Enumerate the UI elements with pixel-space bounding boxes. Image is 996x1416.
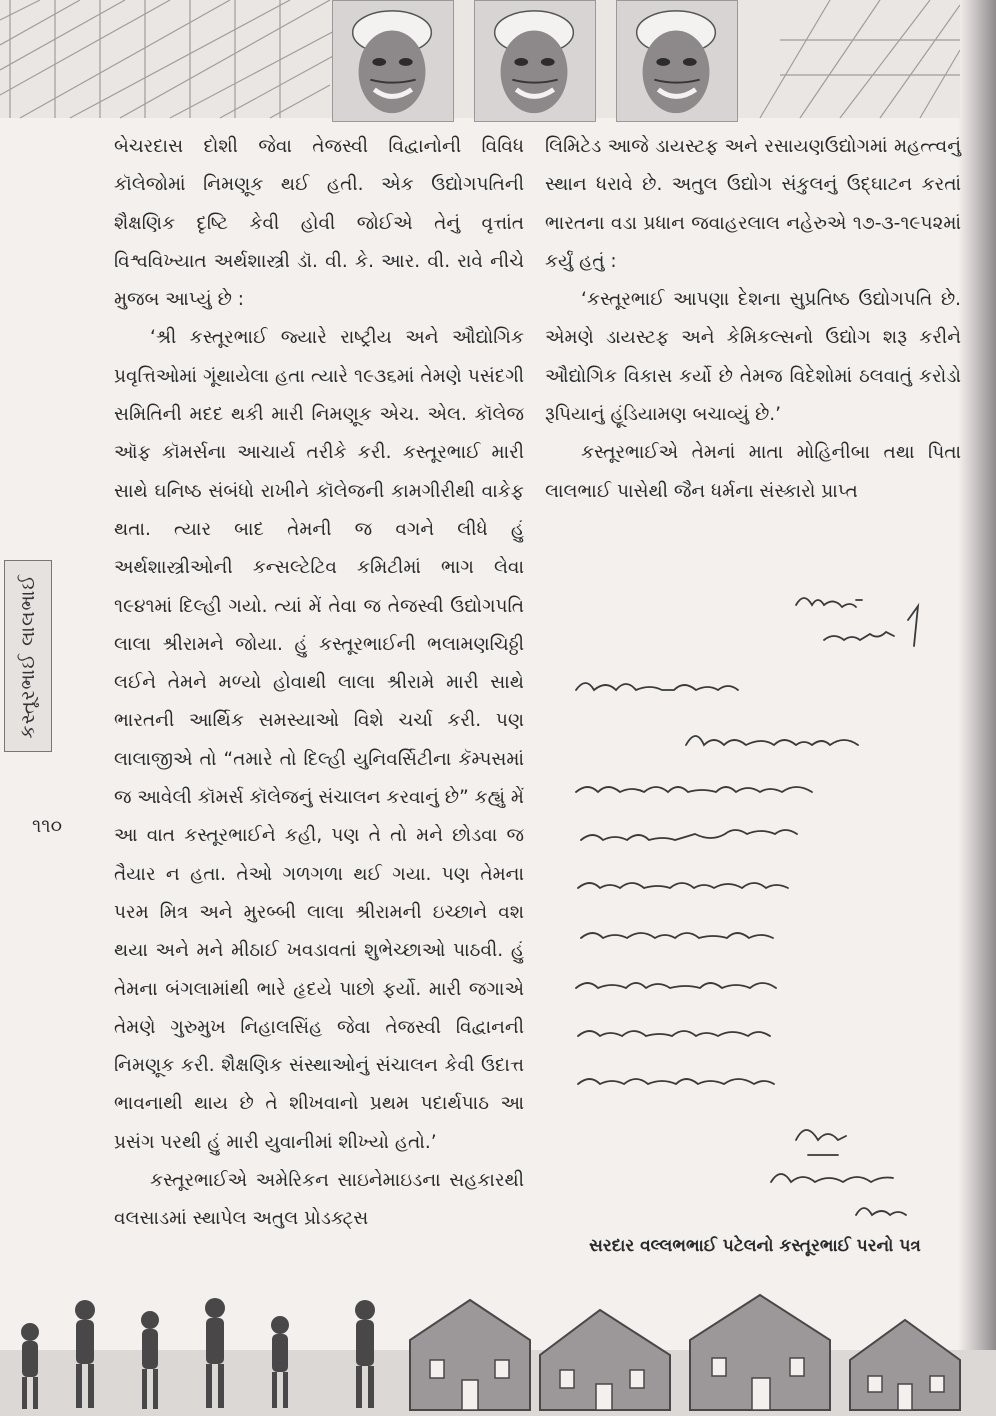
- side-running-title: [4, 560, 52, 752]
- paragraph: લિમિટેડ આજે ડાયસ્ટફ અને રસાયણઉદ્યોગમાં મહત્ત્વનું સ્થાન ધરાવે છે. અતુલ ઉદ્યોગ સંકુલનું ઉદ્‌ઘાટન કરતાં ભારતના વડા પ્રધાન જવાહરલાલ નહેરુએ ૧૭-૩-૧૯૫૨માં કર્યું હતું :: [545, 136, 961, 272]
- page-number: ૧૧૦: [32, 815, 63, 837]
- paragraph: કસ્તૂરભાઈએ અમેરિકન સાઇનેમાઇડના સહકારથી વલસાડમાં સ્થાપેલ અતુલ પ્રોડક્ટ્સ: [114, 1170, 524, 1230]
- portrait-image: [474, 0, 596, 122]
- side-title-text: કસ્તૂરભાઈ લાલભાઈ: [17, 573, 39, 739]
- paragraph: બેચરદાસ દોશી જેવા તેજસ્વી વિદ્વાનોની વિવિધ કૉલેજોમાં નિમણૂક થઈ હતી. એક ઉદ્યોગપતિની શૈક્ષણિક દૃષ્ટિ કેવી હોવી જોઈએ તેનું વૃત્તાંત વિશ્વવિખ્યાત અર્થશાસ્ત્રી ડૉ. વી. કે. આર. વી. રાવે નીચે મુજબ આપ્યું છે :: [114, 136, 524, 311]
- right-text-column: [545, 128, 961, 511]
- left-text-column: [114, 128, 524, 1239]
- handwritten-letter-image: [556, 570, 976, 1220]
- portrait-image: [332, 0, 454, 122]
- paragraph: ‘શ્રી કસ્તૂરભાઈ જ્યારે રાષ્ટ્રીય અને ઔદ્યોગિક પ્રવૃત્તિઓમાં ગૂંથાયેલા હતા ત્યારે ૧૯૩૬માં તેમણે પસંદગી સમિતિની મદદ થકી મારી નિમણૂક એચ. એલ. કૉલેજ ઑફ કૉમર્સના આચાર્ય તરીકે કરી. કસ્તૂરભાઈ મારી સાથે ઘનિષ્ઠ સંબંધો રાખીને કૉલેજની કામગીરીથી વાકેફ થતા. ત્યાર બાદ તેમની જ વગને લીધે હું અર્થશાસ્ત્રીઓની કન્સલ્ટેટિવ કમિટીમાં ભાગ લેવા ૧૯૪૧માં દિલ્હી ગયો. ત્યાં મેં તેવા જ તેજસ્વી ઉદ્યોગપતિ લાલા શ્રીરામને જોયા. હું કસ્તૂરભાઈની ભલામણચિઠ્ઠી લઈને તેમને મળ્યો હોવાથી લાલા શ્રીરામે મારી સાથે ભારતની આર્થિક સમસ્યાઓ વિશે ચર્ચા કરી. પણ લાલાજીએ તો “તમારે તો દિલ્હી યુનિવર્સિટીના કૅમ્પસમાં જ આવેલી કૉમર્સ કૉલેજનું સંચાલન કરવાનું છે” કહ્યું મેં આ વાત કસ્તૂરભાઈને કહી, પણ તે તો મને છોડવા જ તૈયાર ન હતા. તેઓ ગળગળા થઈ ગયા. પણ તેમના પરમ મિત્ર અને મુરબ્બી લાલા શ્રીરામની ઇચ્છાને વશ થયા અને મને મીઠાઈ ખવડાવતાં શુભેચ્છાઓ પાઠવી. હું તેમના બંગલામાંથી ભારે હૃદયે પાછો ફર્યો. મારી જગાએ તેમણે ગુરુમુખ નિહાલસિંહ જેવા તેજસ્વી વિદ્વાનની નિમણૂક કરી. શૈક્ષણિક સંસ્થાઓનું સંચાલન કેવી ઉદાત્ત ભાવનાથી થાય છે તે શીખવાનો પ્રથમ પદાર્થપાઠ આ પ્રસંગ પરથી હું મારી યુવાનીમાં શીખ્યો હતો.’: [114, 327, 524, 1153]
- portrait-strip: [332, 0, 738, 122]
- letter-caption: સરદાર વલ્લભભાઈ પટેલનો કસ્તૂરભાઈ પરનો પત્ર: [589, 1236, 921, 1256]
- paragraph: કસ્તૂરભાઈએ તેમનાં માતા મોહિનીબા તથા પિતા લાલભાઈ પાસેથી જૈન ધર્મના સંસ્કારો પ્રાપ્ત: [545, 442, 961, 502]
- portrait-image: [616, 0, 738, 122]
- paragraph: ‘કસ્તૂરભાઈ આપણા દેશના સુપ્રતિષ્ઠ ઉદ્યોગપતિ છે. એમણે ડાયસ્ટફ અને કેમિકલ્સનો ઉદ્યોગ શરૂ કરીને ઔદ્યોગિક વિકાસ કર્યો છે તેમજ વિદેશોમાં ઠલવાતું કરોડો રૂપિયાનું હૂંડિયામણ બચાવ્યું છે.’: [545, 289, 961, 426]
- bottom-village-illustration: [0, 1280, 996, 1416]
